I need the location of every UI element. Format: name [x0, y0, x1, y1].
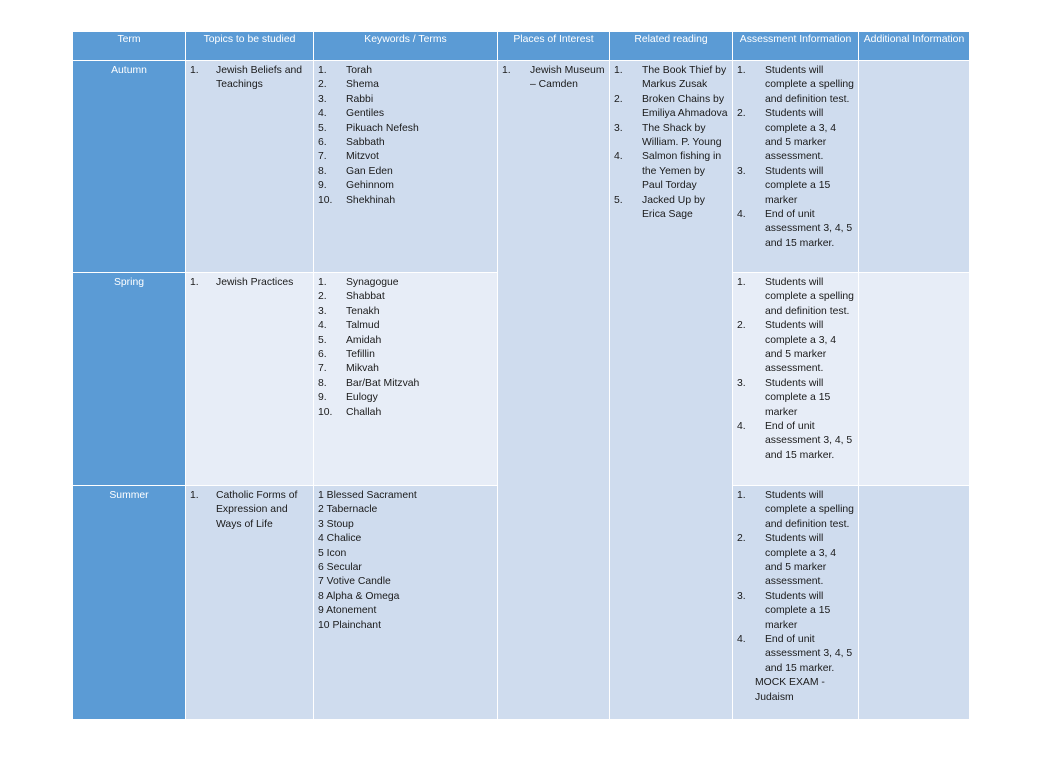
list-item: 1. Students will complete a spelling and definition test. [737, 277, 854, 317]
list-item: 1. Students will complete a spelling and definition test. [737, 490, 854, 530]
mock-exam-note: MOCK EXAM - Judaism [755, 677, 825, 703]
list-item: 3. Rabbi [318, 93, 374, 105]
keyword-line: 8 Alpha & Omega [318, 590, 400, 602]
list-item: 2. Students will complete a 3, 4 and 5 marker assessment. [737, 533, 837, 588]
list-item: 1. Synagogue [318, 277, 399, 288]
list-item: 2. Shabbat [318, 291, 385, 303]
list-item: 5. Pikuach Nefesh [318, 122, 419, 134]
list-item: 8. Gan Eden [318, 165, 393, 177]
assessment-autumn [733, 61, 859, 273]
topic-autumn [186, 61, 314, 273]
topic-text: Jewish Practices [216, 277, 294, 288]
keyword-line: 10 Plainchant [318, 619, 381, 631]
list-item: 10. Challah [318, 406, 382, 418]
header-keywords: Keywords / Terms [314, 32, 498, 61]
list-item: 4. End of unit assessment 3, 4, 5 and 15 marker. [737, 634, 853, 674]
term-spring: Spring [73, 273, 186, 486]
topic-text: Jewish Beliefs and Teachings [216, 65, 303, 91]
list-item: 1. Torah [318, 65, 372, 76]
keywords-spring [314, 273, 498, 486]
list-item: 1. Students will complete a spelling and definition test. [737, 65, 854, 105]
places-of-interest [498, 61, 610, 720]
list-item: 2. Students will complete a 3, 4 and 5 marker assessment. [737, 108, 837, 163]
keywords-autumn [314, 61, 498, 273]
list-item: 7. Mikvah [318, 363, 379, 375]
list-item: 1. Jewish Museum – Camden [502, 65, 605, 91]
header-term: Term [73, 32, 186, 61]
keyword-line: 9 Atonement [318, 605, 377, 617]
topic-number: 1. [190, 490, 199, 501]
header-places: Places of Interest [498, 32, 610, 61]
additional-autumn [859, 61, 970, 273]
term-summer: Summer [73, 486, 186, 720]
list-item: 9. Eulogy [318, 392, 378, 404]
keyword-line: 6 Secular [318, 562, 362, 574]
assessment-spring [733, 273, 859, 486]
list-item: 4. Gentiles [318, 108, 385, 120]
topic-text: Catholic Forms of Expression and Ways of Life [216, 490, 298, 530]
list-item: 1. The Book Thief by Markus Zusak [614, 65, 727, 91]
list-item: 3. Students will complete a 15 marker [737, 377, 831, 418]
list-item: 5. Jacked Up by Erica Sage [614, 194, 705, 221]
header-reading: Related reading [610, 32, 733, 61]
topic-summer [186, 486, 314, 720]
list-item: 10. Shekhinah [318, 194, 396, 206]
header-topics: Topics to be studied [186, 32, 314, 61]
header-additional: Additional Information [859, 32, 970, 61]
list-item: 4. End of unit assessment 3, 4, 5 and 15 marker. [737, 421, 853, 461]
keyword-line: 1 Blessed Sacrament [318, 490, 417, 501]
list-item: 2. Shema [318, 79, 379, 91]
keyword-line: 2 Tabernacle [318, 504, 378, 516]
topic-spring [186, 273, 314, 486]
term-row-autumn [73, 61, 970, 273]
list-item: 5. Amidah [318, 334, 382, 346]
keyword-line: 7 Votive Candle [318, 576, 391, 588]
list-item: 4. Talmud [318, 320, 380, 332]
list-item: 4. End of unit assessment 3, 4, 5 and 15 marker. [737, 209, 853, 249]
topic-number: 1. [190, 65, 199, 76]
list-item: 8. Bar/Bat Mitzvah [318, 377, 420, 389]
topic-number: 1. [190, 277, 199, 288]
header-assessment: Assessment Information [733, 32, 859, 61]
assessment-summer [733, 486, 859, 720]
list-item: 3. Students will complete a 15 marker [737, 165, 831, 206]
list-item: 3. The Shack by William. P. Young [614, 122, 722, 149]
header-row [73, 32, 970, 61]
additional-summer [859, 486, 970, 720]
keyword-line: 4 Chalice [318, 533, 362, 545]
list-item: 3. Students will complete a 15 marker [737, 590, 831, 631]
list-item: 2. Students will complete a 3, 4 and 5 marker assessment. [737, 320, 837, 375]
list-item: 6. Sabbath [318, 137, 385, 149]
list-item: 3. Tenakh [318, 305, 380, 317]
term-autumn: Autumn [73, 61, 186, 273]
list-item: 6. Tefillin [318, 349, 375, 361]
related-reading [610, 61, 733, 720]
list-item: 2. Broken Chains by Emiliya Ahmadova [614, 93, 728, 120]
keyword-line: 3 Stoup [318, 518, 354, 530]
list-item: 7. Mitzvot [318, 151, 379, 163]
curriculum-table [72, 31, 970, 720]
additional-spring [859, 273, 970, 486]
keyword-line: 5 Icon [318, 547, 347, 559]
keywords-summer [314, 486, 498, 720]
list-item: 9. Gehinnom [318, 180, 394, 192]
list-item: 4. Salmon fishing in the Yemen by Paul Torday [614, 151, 722, 192]
